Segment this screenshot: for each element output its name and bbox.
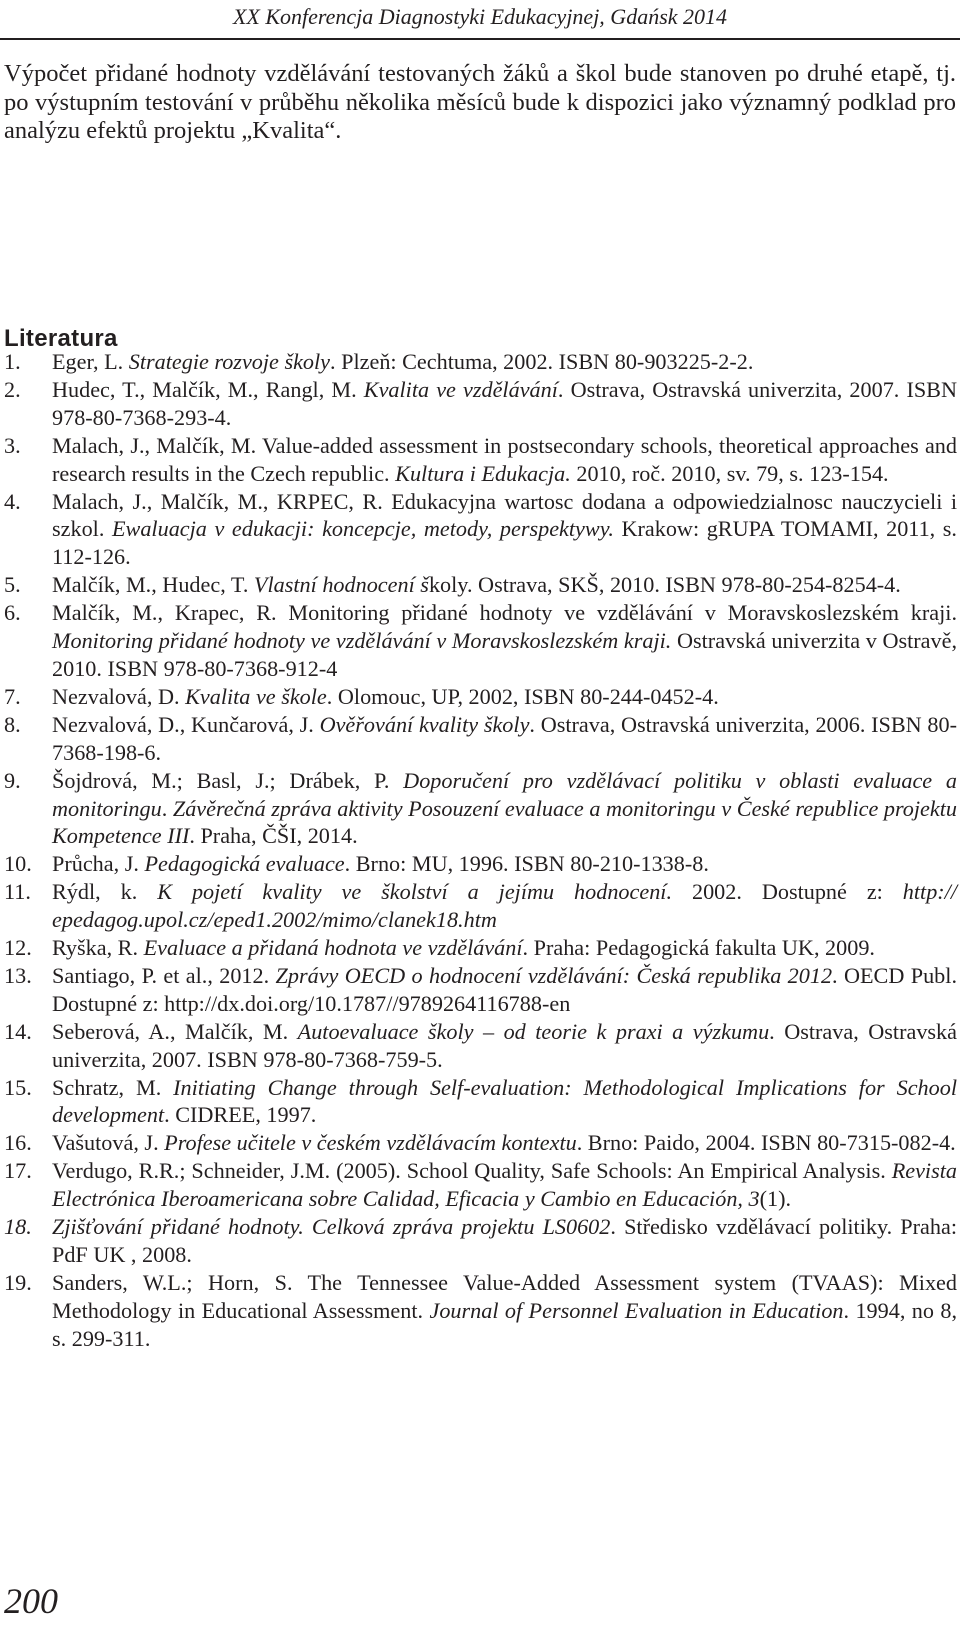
reference-text: Ryška, R. [52,935,144,961]
reference-title-italic: Revista Electrónica Iberoamericana sobre Calidad, Eficacia y Cambio en Educación, 3 [52,1158,957,1212]
reference-item [4,711,957,767]
reference-title-italic: Ověřování kvality školy [319,711,530,737]
reference-number: 15. [4,1074,32,1100]
reference-text: koly. Ostrava, SKŠ, 2010. ISBN 978-80-254-8254-4. [428,572,901,598]
reference-item [4,683,957,711]
running-title: XX Konferencja Diagnostyki Edukacyjnej, Gdańsk 2014 [232,4,728,29]
reference-item [4,1269,957,1353]
reference-title-italic: Doporučení pro vzdělávací politiku v oblasti evaluace a monitoringu [52,767,957,821]
reference-number: 18. [4,1214,32,1240]
reference-text: Vašutová, J. [52,1130,165,1156]
reference-item [4,1074,957,1130]
reference-item [4,432,957,488]
reference-text: . Středisko vzdělávací politiky. Praha: PdF UK , 2008. [52,1214,957,1267]
reference-text: . Brno: Paido, 2004. ISBN 80-7315-082-4. [576,1130,956,1156]
reference-number: 6. [4,600,21,626]
reference-title-italic: Strategie rozvoje školy [128,349,331,374]
reference-title-italic: Závěrečná zpráva aktivity Posouzení evaluace a monitoringu v České republice projektu Kompetence III [52,795,958,849]
reference-item [4,850,957,878]
reference-text: 2010, roč. 2010, sv. 79, s. 123-154. [570,460,889,486]
reference-text: Malčík, M., Krapec, R. Monitoring přidané hodnoty ve vzdělávání v Moravskoslezském kraji. [52,600,957,626]
reference-item [4,376,957,432]
reference-text: Verdugo, R.R.; Schneider, J.M. (2005). School Quality, Safe Schools: An Empirical Analysis. [52,1158,892,1184]
reference-text: . Brno: MU, 1996. ISBN 80-210-1338-8. [344,851,709,877]
reference-text: Krakow: gRUPA TOMAMI, 2011, s. 112-126. [52,516,957,570]
reference-item [4,767,957,851]
running-header [0,0,960,42]
reference-title-italic: K pojetí kvality ve školství a jejímu hodnocení. [157,879,673,905]
reference-number: 3. [4,432,21,458]
reference-item [4,348,957,376]
reference-number: 9. [4,767,21,793]
reference-title-italic: Monitoring přidané hodnoty ve vzdělávání v Moravskoslezském kraji. [52,628,672,654]
reference-item [4,599,957,683]
reference-item [4,1129,957,1157]
reference-title-italic: Kvalita ve škole [185,683,327,709]
reference-item [4,571,957,599]
reference-number: 12. [4,935,32,961]
reference-title-italic: Pedagogická evaluace [144,851,345,877]
reference-list [4,348,957,1353]
reference-title-italic: Profese učitele v českém vzdělávacím kontextu [164,1130,577,1156]
reference-number: 17. [4,1158,32,1184]
reference-item [4,934,957,962]
header-divider [0,38,960,40]
reference-item [4,1018,957,1074]
reference-text: Malach, J., Malčík, M. Value-added assessment in postsecondary schools, theoretical approaches and research results in the Czech republic. [52,432,957,486]
reference-title-italic: Kvalita ve vzdělávání [363,376,558,402]
reference-text: . Olomouc, UP, 2002, ISBN 80-244-0452-4. [326,683,719,709]
reference-title-italic: Kultura i Edukacja. [395,460,571,486]
reference-text: (1). [759,1186,792,1212]
reference-item [4,1213,957,1269]
reference-title-italic: Evaluace a přidaná hodnota ve vzdělávání [143,935,523,961]
reference-item [4,878,957,934]
reference-text: Nezvalová, D., Kunčarová, J. [52,711,320,737]
reference-text: Průcha, J. [52,851,145,877]
reference-text: Eger, L. [52,349,129,374]
reference-number: 16. [4,1130,32,1156]
reference-title-italic: Journal of Personnel Evaluation in Education [429,1297,844,1323]
reference-number: 13. [4,962,32,988]
reference-text: Nezvalová, D. [52,683,186,709]
reference-text: Malach, J., Malčík, M., KRPEC, R. Edukacyjna wartosc dodana a odpowiedzialnosc nauczycieli i szkol. [52,488,957,542]
reference-number: 19. [4,1269,32,1295]
page-number: 200 [4,1581,58,1621]
reference-number: 5. [4,572,21,598]
reference-text: . Ostrava, Ostravská univerzita, 2007. ISBN 978-80-7368-759-5. [52,1018,957,1072]
reference-text: Malčík, M., Hudec, T. [52,572,254,598]
reference-text: . [161,795,173,821]
reference-text: . Praha, ČŠI, 2014. [189,823,358,849]
reference-number: 14. [4,1018,32,1044]
reference-number: 2. [4,376,21,402]
reference-title-italic: Zprávy OECD o hodnocení vzdělávání: Česká republika 2012 [275,962,833,988]
reference-number: 11. [4,879,31,905]
reference-text: Schratz, M. [52,1074,174,1100]
reference-text: Hudec, T., Malčík, M., Rangl, M. [52,376,364,402]
reference-number: 7. [4,683,21,709]
reference-text: . CIDREE, 1997. [164,1102,317,1128]
reference-text: . 1994, no 8, s. 299-311. [52,1297,957,1351]
reference-text: Santiago, P. et al., 2012. [52,962,276,988]
reference-item [4,1157,957,1213]
reference-text: . Ostrava, Ostravská univerzita, 2006. ISBN 80-7368-198-6. [52,711,957,765]
reference-number: 10. [4,851,32,877]
reference-text: . Ostrava, Ostravská univerzita, 2007. ISBN 978-80-7368-293-4. [52,376,958,430]
reference-text: Rýdl, k. [52,879,158,905]
reference-number: 1. [4,349,21,374]
reference-number: 8. [4,711,21,737]
reference-title-italic: http://​epedagog.upol.cz/eped1.2002/mimo/clanek18.htm [52,879,957,933]
reference-title-italic: Ewaluacja v edukacji: koncepcje, metody, perspektywy. [111,516,614,542]
reference-text: . Praha: Pedagogická fakulta UK, 2009. [522,935,875,961]
reference-title-italic: Vlastní hodnocení š [253,572,429,598]
reference-text: . OECD Publ. Dostupné z: http://dx.doi.org/10.1787//9789264116788-en [52,962,957,1016]
reference-text: Sanders, W.L.; Horn, S. The Tennessee Value-Added Assessment system (TVAAS): Mixed Methodology in Educational Assessment. [52,1269,957,1323]
literature-heading: Literatura [4,325,118,352]
reference-item [4,488,957,572]
reference-text: Šojdrová, M.; Basl, J.; Drábek, P. [52,767,404,793]
intro-paragraph: Výpočet přidané hodnoty vzdělávání testovaných žáků a škol bude stanoven po druhé etapě, tj. po výstupním testování v průběhu několika měsíců bude k dispozici jako významný podklad pro analýzu efektů projektu „Kvalita“. [4,60,956,144]
reference-title-italic: Zjišťování přidané hodnoty. Celková zpráva projektu LS0602 [52,1214,611,1240]
reference-text: . Plzeň: Cechtuma, 2002. ISBN 80-903225-2-2. [330,349,754,374]
reference-text: Seberová, A., Malčík, M. [52,1018,298,1044]
reference-title-italic: Autoevaluace školy – od teorie k praxi a výzkumu [297,1018,770,1044]
reference-item [4,962,957,1018]
reference-text: 2002. Dostupné z: [672,879,903,905]
reference-title-italic: Initiating Change through Self-evaluation: Methodological Implications for School development [52,1074,957,1128]
reference-number: 4. [4,488,21,514]
reference-text: Ostravská univerzita v Ostravě, 2010. ISBN 978-80-7368-912-4 [52,628,957,681]
